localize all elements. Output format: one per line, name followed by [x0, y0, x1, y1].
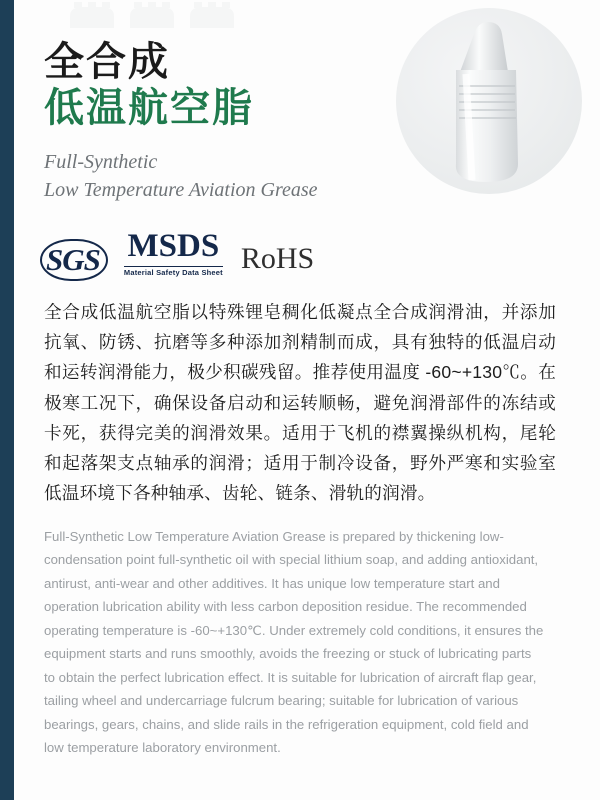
page-subtitle-en: [44, 148, 564, 205]
description-cn: 全合成低温航空脂以特殊锂皂稠化低凝点全合成润滑油，并添加抗氧、防锈、抗磨等多种添加剂精制而成，具有独特的低温启动和运转润滑能力，极少积碳残留。推荐使用温度 -60~+130℃。在极寒工况下，确保设备启动和运转顺畅，避免润滑部件的冻结或卡死，获得完美的润滑效果。适用于飞机的襟翼操纵机构，尾轮和起落架支点轴承的润滑；适用于制冷设备，野外严寒和实验室低温环境下各种轴承、齿轮、链条、滑轨的润滑。: [44, 301, 556, 504]
sgs-oval-icon: [40, 239, 108, 281]
rohs-badge: RoHS: [240, 241, 315, 275]
certification-badges: [44, 228, 564, 278]
msds-sublabel: Material Safety Data Sheet: [123, 268, 223, 278]
page-title-cn-line1: 全合成: [44, 40, 170, 84]
sgs-label: SGS: [46, 241, 100, 277]
page-subtitle-en-line2: Low Temperature Aviation Grease: [44, 179, 318, 202]
document-content: [44, 0, 564, 760]
page-subtitle-en-line1: Full-Synthetic: [44, 150, 158, 173]
left-accent-bar: [0, 0, 14, 800]
description-en: Full-Synthetic Low Temperature Aviation Grease is prepared by thickening low-condensation point full-synthetic oil with special lithium soap, and adding antioxidant, antirust, anti-wear and other additives. It has unique low temperature start and operation lubrication ability with less carbon deposition residue. The recommended operating temperature is -60~+130℃. Under extremely cold conditions, it ensures the equipment starts and runs smoothly, avoids the freezing or stuck of lubricating parts to obtain the perfect lubrication effect. It is suitable for lubrication of aircraft flap gear, tailing wheel and undercarriage fulcrum bearing; suitable for lubrication of various bearings, gears, chains, and slide rails in the refrigeration equipment, cold field and low temperature laboratory environment.: [44, 528, 544, 756]
msds-label: MSDS: [127, 228, 220, 265]
page-title-cn-line2: 低温航空脂: [44, 85, 254, 130]
sgs-badge: [44, 241, 106, 277]
msds-badge: [124, 230, 223, 277]
